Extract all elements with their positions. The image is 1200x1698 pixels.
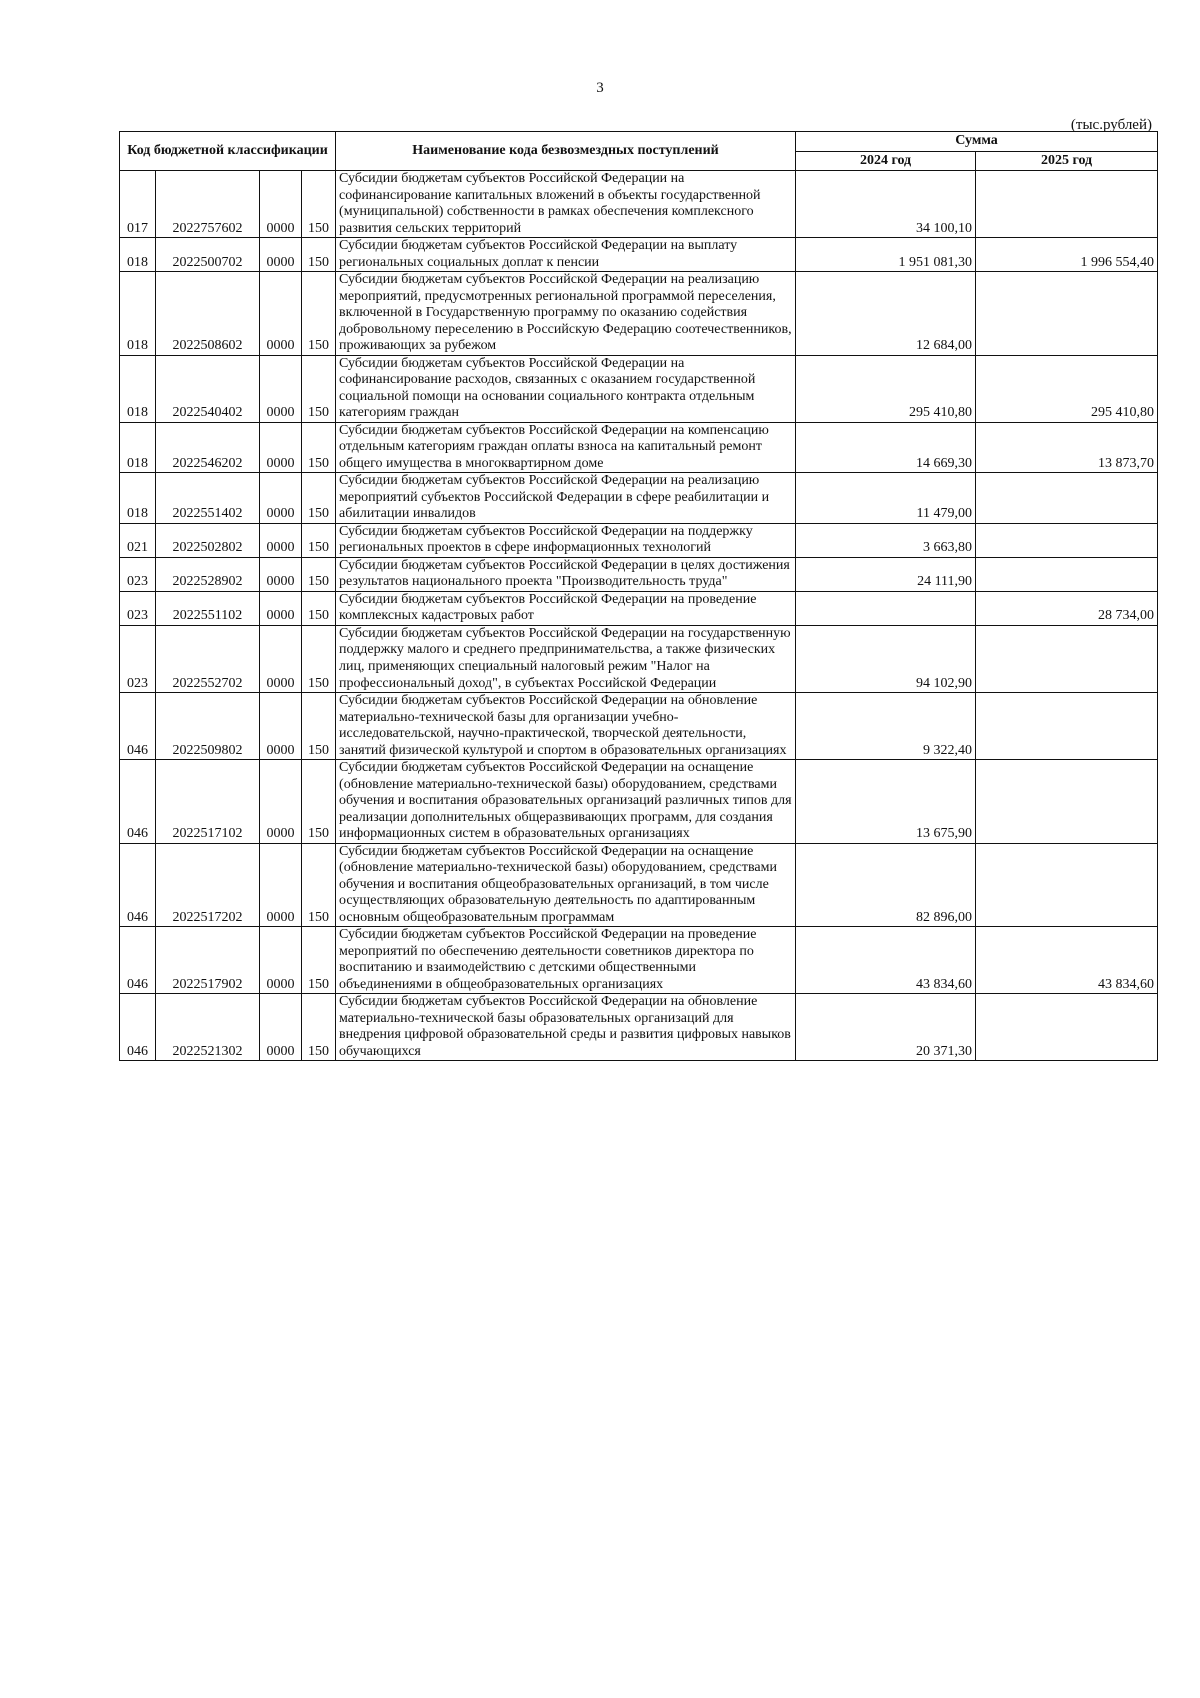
economic-code-cell: 150 — [302, 760, 336, 844]
amount-2025-cell — [976, 843, 1158, 927]
amount-2025-cell — [976, 272, 1158, 356]
income-code-cell: 2022551402 — [156, 473, 260, 524]
economic-code-cell: 150 — [302, 994, 336, 1061]
table-row — [120, 422, 1158, 473]
income-name-cell: Субсидии бюджетам субъектов Российской Федерации на реализацию мероприятий, предусмотренных региональной программой переселения, включенной в Государственную программу по оказанию содействия добровольному переселению в Российскую Федерацию соотечественников, проживающих за рубежом — [336, 272, 796, 356]
header-year-2025: 2025 год — [976, 151, 1158, 171]
income-name-cell: Субсидии бюджетам субъектов Российской Федерации на поддержку региональных проектов в сфере информационных технологий — [336, 523, 796, 557]
income-code-cell: 2022540402 — [156, 355, 260, 422]
amount-2024-cell: 24 111,90 — [796, 557, 976, 591]
program-code-cell: 0000 — [260, 994, 302, 1061]
economic-code-cell: 150 — [302, 557, 336, 591]
amount-2025-cell — [976, 693, 1158, 760]
table-row — [120, 473, 1158, 524]
amount-2024-cell: 14 669,30 — [796, 422, 976, 473]
header-code: Код бюджетной классификации — [120, 132, 336, 171]
amount-2024-cell: 295 410,80 — [796, 355, 976, 422]
economic-code-cell: 150 — [302, 422, 336, 473]
program-code-cell: 0000 — [260, 422, 302, 473]
income-code-cell: 2022517902 — [156, 927, 260, 994]
table-row — [120, 625, 1158, 692]
admin-code-cell: 018 — [120, 473, 156, 524]
amount-2024-cell: 20 371,30 — [796, 994, 976, 1061]
income-name-cell: Субсидии бюджетам субъектов Российской Федерации на оснащение (обновление материально-технической базы) оборудованием, средствами обучения и воспитания образовательных организаций различных типов для реализации дополнительных общеразвивающих программ, для создания информационных систем в образовательных организациях — [336, 760, 796, 844]
table-body — [120, 171, 1158, 1061]
amount-2025-cell — [976, 473, 1158, 524]
economic-code-cell: 150 — [302, 171, 336, 238]
amount-2025-cell — [976, 994, 1158, 1061]
income-code-cell: 2022508602 — [156, 272, 260, 356]
income-name-cell: Субсидии бюджетам субъектов Российской Федерации на оснащение (обновление материально-технической базы) оборудованием, средствами обучения и воспитания общеобразовательных организаций, в том числе осуществляющих образовательную деятельность по адаптированным основным общеобразовательным программам — [336, 843, 796, 927]
income-code-cell: 2022546202 — [156, 422, 260, 473]
amount-2024-cell: 43 834,60 — [796, 927, 976, 994]
table-header-row — [120, 132, 1158, 152]
table-row — [120, 760, 1158, 844]
table-row — [120, 843, 1158, 927]
amount-2025-cell — [976, 523, 1158, 557]
income-name-cell: Субсидии бюджетам субъектов Российской Федерации на обновление материально-технической базы образовательных организаций для внедрения цифровой образовательной среды и развития цифровых навыков обучающихся — [336, 994, 796, 1061]
admin-code-cell: 018 — [120, 355, 156, 422]
program-code-cell: 0000 — [260, 625, 302, 692]
admin-code-cell: 023 — [120, 591, 156, 625]
amount-2025-cell — [976, 625, 1158, 692]
income-code-cell: 2022552702 — [156, 625, 260, 692]
income-name-cell: Субсидии бюджетам субъектов Российской Федерации на реализацию мероприятий субъектов Российской Федерации в сфере реабилитации и абилитации инвалидов — [336, 473, 796, 524]
admin-code-cell: 046 — [120, 760, 156, 844]
income-name-cell: Субсидии бюджетам субъектов Российской Федерации на государственную поддержку малого и среднего предпринимательства, а также физических лиц, применяющих специальный налоговый режим "Налог на профессиональный доход", в субъектах Российской Федерации — [336, 625, 796, 692]
economic-code-cell: 150 — [302, 523, 336, 557]
amount-2024-cell: 12 684,00 — [796, 272, 976, 356]
admin-code-cell: 018 — [120, 272, 156, 356]
admin-code-cell: 021 — [120, 523, 156, 557]
admin-code-cell: 046 — [120, 927, 156, 994]
table-row — [120, 693, 1158, 760]
program-code-cell: 0000 — [260, 355, 302, 422]
program-code-cell: 0000 — [260, 693, 302, 760]
economic-code-cell: 150 — [302, 693, 336, 760]
income-name-cell: Субсидии бюджетам субъектов Российской Федерации на софинансирование расходов, связанных с оказанием государственной социальной помощи на основании социального контракта отдельным категориям граждан — [336, 355, 796, 422]
income-code-cell: 2022521302 — [156, 994, 260, 1061]
table-row — [120, 591, 1158, 625]
amount-2025-cell — [976, 171, 1158, 238]
amount-2024-cell: 34 100,10 — [796, 171, 976, 238]
program-code-cell: 0000 — [260, 591, 302, 625]
economic-code-cell: 150 — [302, 625, 336, 692]
table-row — [120, 171, 1158, 238]
economic-code-cell: 150 — [302, 272, 336, 356]
admin-code-cell: 046 — [120, 843, 156, 927]
amount-2024-cell: 94 102,90 — [796, 625, 976, 692]
table-row — [120, 523, 1158, 557]
program-code-cell: 0000 — [260, 927, 302, 994]
program-code-cell: 0000 — [260, 523, 302, 557]
header-sum: Сумма — [796, 132, 1158, 152]
income-code-cell: 2022551102 — [156, 591, 260, 625]
economic-code-cell: 150 — [302, 843, 336, 927]
income-code-cell: 2022502802 — [156, 523, 260, 557]
economic-code-cell: 150 — [302, 927, 336, 994]
header-year-2024: 2024 год — [796, 151, 976, 171]
admin-code-cell: 046 — [120, 994, 156, 1061]
income-code-cell: 2022517102 — [156, 760, 260, 844]
income-code-cell: 2022757602 — [156, 171, 260, 238]
income-name-cell: Субсидии бюджетам субъектов Российской Федерации на обновление материально-технической базы для организации учебно-исследовательской, научно-практической, творческой деятельности, занятий физической культурой и спортом в образовательных организациях — [336, 693, 796, 760]
table-row — [120, 238, 1158, 272]
page-number: 3 — [596, 80, 604, 96]
income-name-cell: Субсидии бюджетам субъектов Российской Федерации в целях достижения результатов национального проекта "Производительность труда" — [336, 557, 796, 591]
table-row — [120, 927, 1158, 994]
amount-2025-cell: 43 834,60 — [976, 927, 1158, 994]
program-code-cell: 0000 — [260, 238, 302, 272]
amount-2025-cell: 1 996 554,40 — [976, 238, 1158, 272]
program-code-cell: 0000 — [260, 843, 302, 927]
program-code-cell: 0000 — [260, 473, 302, 524]
budget-table — [119, 131, 1158, 1061]
amount-2024-cell: 13 675,90 — [796, 760, 976, 844]
table-row — [120, 272, 1158, 356]
income-name-cell: Субсидии бюджетам субъектов Российской Федерации на проведение комплексных кадастровых работ — [336, 591, 796, 625]
table-row — [120, 355, 1158, 422]
header-name: Наименование кода безвозмездных поступлений — [336, 132, 796, 171]
income-code-cell: 2022500702 — [156, 238, 260, 272]
economic-code-cell: 150 — [302, 355, 336, 422]
admin-code-cell: 017 — [120, 171, 156, 238]
amount-2024-cell: 82 896,00 — [796, 843, 976, 927]
program-code-cell: 0000 — [260, 557, 302, 591]
amount-2025-cell — [976, 557, 1158, 591]
admin-code-cell: 023 — [120, 625, 156, 692]
amount-2025-cell: 295 410,80 — [976, 355, 1158, 422]
admin-code-cell: 018 — [120, 422, 156, 473]
income-code-cell: 2022509802 — [156, 693, 260, 760]
amount-2024-cell: 9 322,40 — [796, 693, 976, 760]
income-name-cell: Субсидии бюджетам субъектов Российской Федерации на компенсацию отдельным категориям граждан оплаты взноса на капитальный ремонт общего имущества в многоквартирном доме — [336, 422, 796, 473]
amount-2025-cell — [976, 760, 1158, 844]
table-row — [120, 994, 1158, 1061]
table-row — [120, 557, 1158, 591]
economic-code-cell: 150 — [302, 591, 336, 625]
amount-2024-cell: 11 479,00 — [796, 473, 976, 524]
program-code-cell: 0000 — [260, 171, 302, 238]
admin-code-cell: 046 — [120, 693, 156, 760]
amount-2024-cell: 3 663,80 — [796, 523, 976, 557]
economic-code-cell: 150 — [302, 238, 336, 272]
amount-2024-cell — [796, 591, 976, 625]
amount-2025-cell: 28 734,00 — [976, 591, 1158, 625]
program-code-cell: 0000 — [260, 272, 302, 356]
income-code-cell: 2022528902 — [156, 557, 260, 591]
income-code-cell: 2022517202 — [156, 843, 260, 927]
amount-2025-cell: 13 873,70 — [976, 422, 1158, 473]
income-name-cell: Субсидии бюджетам субъектов Российской Федерации на проведение мероприятий по обеспечению деятельности советников директора по воспитанию и взаимодействию с детскими общественными объединениями в общеобразовательных организациях — [336, 927, 796, 994]
economic-code-cell: 150 — [302, 473, 336, 524]
income-name-cell: Субсидии бюджетам субъектов Российской Федерации на выплату региональных социальных доплат к пенсии — [336, 238, 796, 272]
units-label: (тыс.рублей) — [1070, 117, 1152, 133]
amount-2024-cell: 1 951 081,30 — [796, 238, 976, 272]
admin-code-cell: 023 — [120, 557, 156, 591]
income-name-cell: Субсидии бюджетам субъектов Российской Федерации на софинансирование капитальных вложений в объекты государственной (муниципальной) собственности в рамках обеспечения комплексного развития сельских территорий — [336, 171, 796, 238]
admin-code-cell: 018 — [120, 238, 156, 272]
program-code-cell: 0000 — [260, 760, 302, 844]
